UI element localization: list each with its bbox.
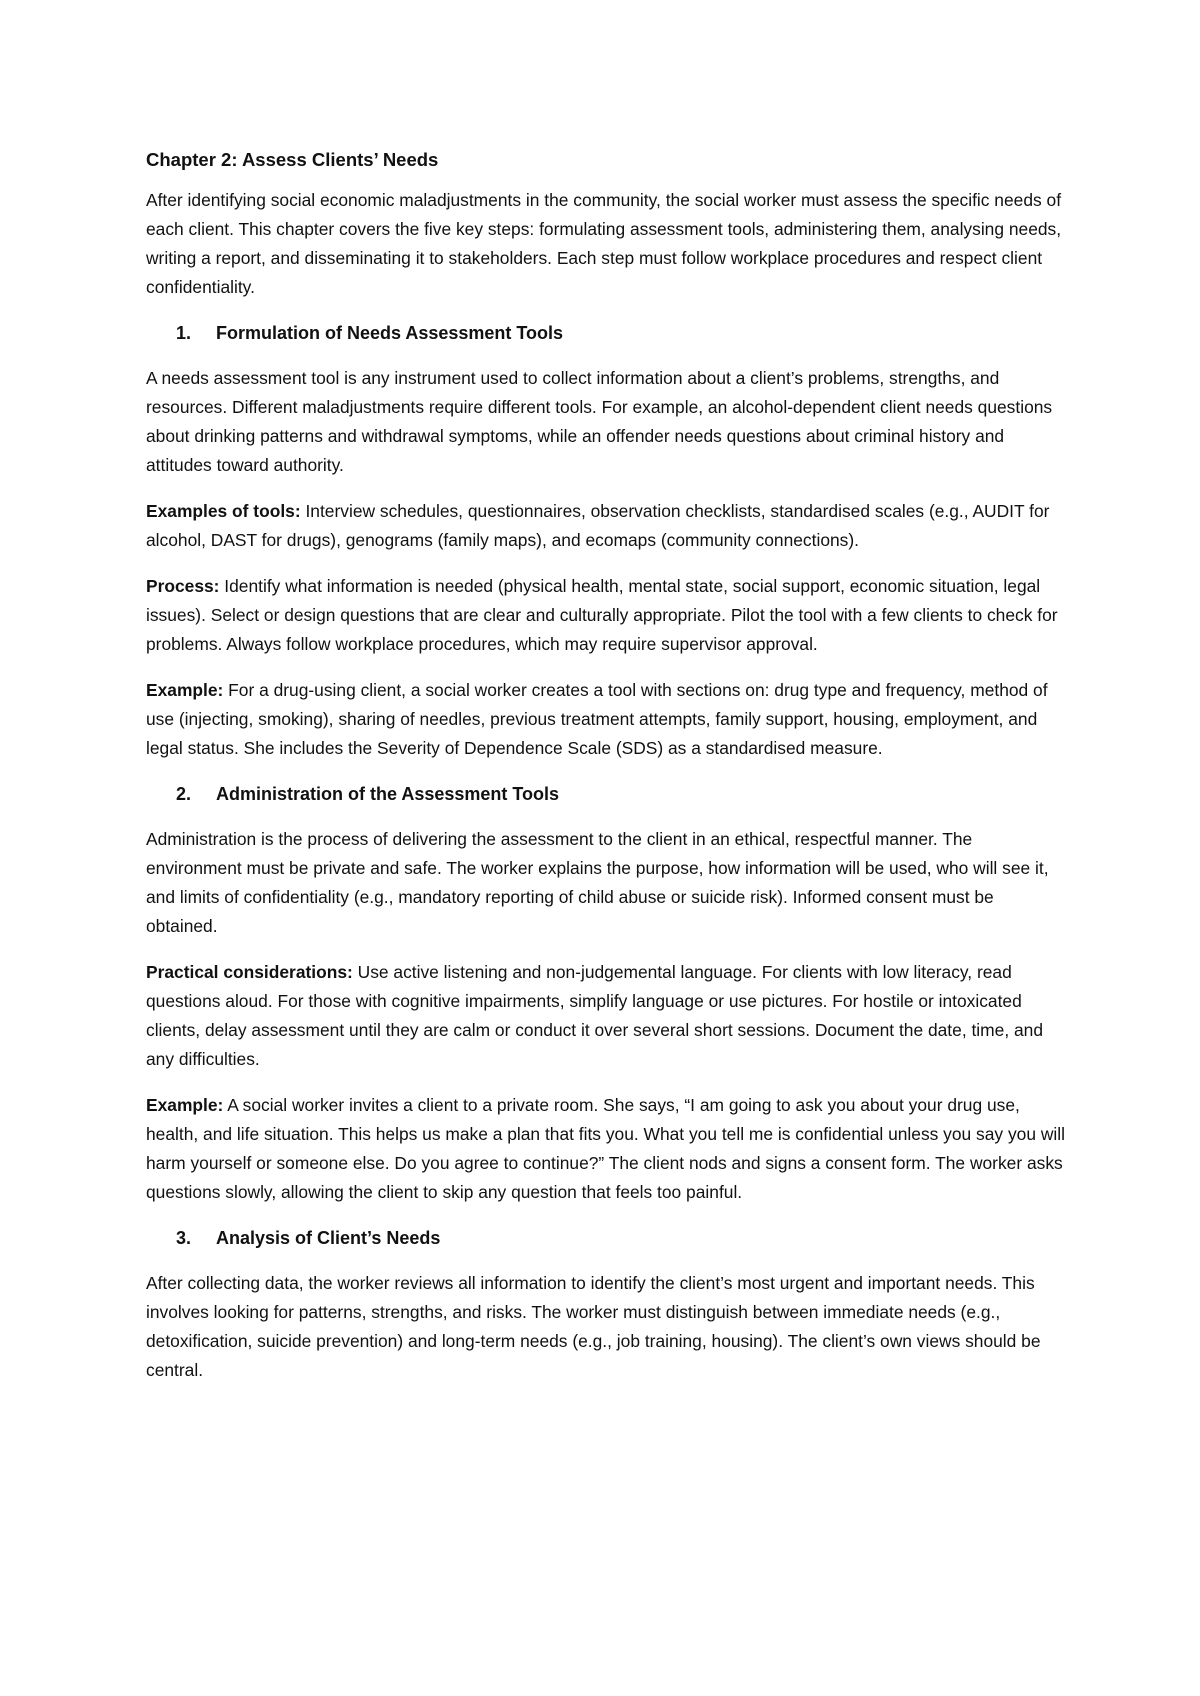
process-paragraph (146, 572, 1066, 659)
section-heading-administration (146, 780, 1066, 808)
section-heading-analysis (146, 1224, 1066, 1252)
section-number: 2. (176, 784, 192, 804)
document-page (146, 146, 1066, 1402)
section-number: 1. (176, 323, 192, 343)
examples-lead: Examples of tools: (146, 501, 301, 521)
examples-text: Interview schedules, questionnaires, observation checklists, standardised scales (e.g., AUDIT for alcohol, DAST for drugs), genograms (family maps), and ecomaps (community connections). (146, 501, 1050, 550)
formulation-example-paragraph (146, 676, 1066, 763)
section-title: Formulation of Needs Assessment Tools (216, 323, 564, 343)
section-title: Analysis of Client’s Needs (216, 1228, 441, 1248)
process-text: Identify what information is needed (physical health, mental state, social support, economic situation, legal issues). Select or design questions that are clear and culturally appropriate. Pilot the tool with a few clients to check for problems. Always follow workplace procedures, which may require supervisor approval. (146, 576, 1058, 654)
process-lead: Process: (146, 576, 220, 596)
practical-text: Use active listening and non-judgemental language. For clients with low literacy, read questions aloud. For those with cognitive impairments, simplify language or use pictures. For hostile or intoxicated clients, delay assessment until they are calm or conduct it over several short sessions. Document the date, time, and any difficulties. (146, 962, 1044, 1069)
example-text: A social worker invites a client to a private room. She says, “I am going to ask you about your drug use, health, and life situation. This helps us make a plan that fits you. What you tell me is confidential unless you say you will harm yourself or someone else. Do you agree to continue?” The client nods and signs a consent form. The worker asks questions slowly, allowing the client to skip any question that feels too painful. (146, 1095, 1065, 1202)
administration-example-paragraph (146, 1091, 1066, 1207)
administration-paragraph: Administration is the process of delivering the assessment to the client in an ethical, respectful manner. The environment must be private and safe. The worker explains the purpose, how information will be used, who will see it, and limits of confidentiality (e.g., mandatory reporting of child abuse or suicide risk). Informed consent must be obtained. (146, 829, 1049, 936)
analysis-paragraph: After collecting data, the worker reviews all information to identify the client’s most urgent and important needs. This involves looking for patterns, strengths, and risks. The worker must distinguish between immediate needs (e.g., detoxification, suicide prevention) and long-term needs (e.g., job training, housing). The client’s own views should be central. (146, 1273, 1041, 1380)
practical-lead: Practical considerations: (146, 962, 353, 982)
section-number: 3. (176, 1228, 192, 1248)
examples-of-tools-paragraph (146, 497, 1066, 555)
example-lead: Example: (146, 680, 224, 700)
section-title: Administration of the Assessment Tools (216, 784, 560, 804)
example-lead: Example: (146, 1095, 224, 1115)
section-heading-formulation (146, 319, 1066, 347)
practical-considerations-paragraph (146, 958, 1066, 1074)
intro-paragraph: After identifying social economic maladjustments in the community, the social worker must assess the specific needs of each client. This chapter covers the five key steps: formulating assessment tools, administering them, analysing needs, writing a report, and disseminating it to stakeholders. Each step must follow workplace procedures and respect client confidentiality. (146, 190, 1062, 297)
chapter-title: Chapter 2: Assess Clients’ Needs (146, 149, 439, 170)
formulation-paragraph: A needs assessment tool is any instrument used to collect information about a client’s problems, strengths, and resources. Different maladjustments require different tools. For example, an alcohol-dependent client needs questions about drinking patterns and withdrawal symptoms, while an offender needs questions about criminal history and attitudes toward authority. (146, 368, 1053, 475)
example-text: For a drug-using client, a social worker creates a tool with sections on: drug type and frequency, method of use (injecting, smoking), sharing of needles, previous treatment attempts, family support, housing, employment, and legal status. She includes the Severity of Dependence Scale (SDS) as a standardised measure. (146, 680, 1048, 758)
